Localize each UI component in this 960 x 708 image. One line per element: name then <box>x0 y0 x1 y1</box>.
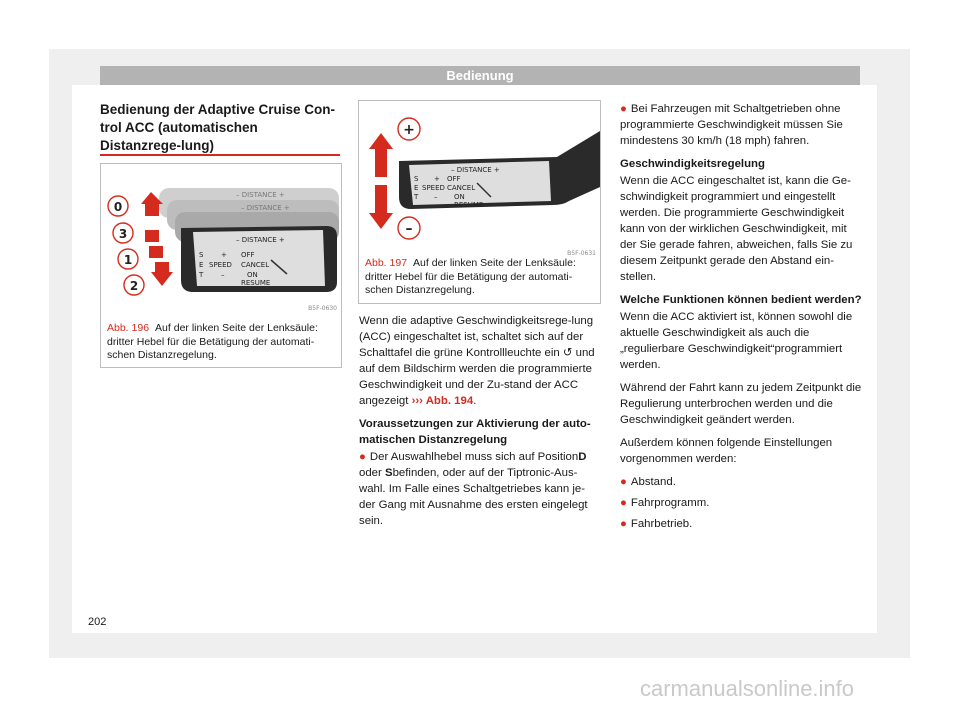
lever-text-on: ON <box>247 271 258 279</box>
right-column <box>620 101 862 532</box>
figure-link[interactable]: ››› Abb. 194 <box>411 395 474 407</box>
bullet-text: Der Auswahlhebel muss sich auf Position <box>369 451 579 463</box>
arrow-up-shaft <box>375 149 387 177</box>
lever-text-s: S <box>199 251 204 259</box>
list-item <box>620 474 862 490</box>
red-block-icon <box>149 246 163 258</box>
lever-text-plus: + <box>221 251 227 259</box>
lever-text-speed: SPEED <box>422 184 445 192</box>
bullet-text: Bei Fahrzeugen mit Schaltgetrieben ohne programmierte Geschwindigkeit müssen Sie mindestens 30 km/h (18 mph) fahren. <box>620 103 843 147</box>
subheading: Geschwindigkeitsregelung <box>620 158 765 170</box>
red-block-icon <box>145 230 159 242</box>
watermark: carmanualsonline.info <box>640 676 855 701</box>
position-s: S <box>384 467 393 479</box>
lever-text-cancel: CANCEL <box>447 184 476 192</box>
lever-text-ghost: – DISTANCE + <box>241 204 290 212</box>
list-item <box>620 516 862 532</box>
lever-text-off: OFF <box>447 175 461 183</box>
bullet-icon: ● <box>620 518 627 530</box>
lever-text-minus: – <box>434 193 438 201</box>
arrow-down-icon <box>369 213 393 229</box>
bullet-item <box>359 449 601 529</box>
figure-197 <box>358 100 601 304</box>
marker-3: 3 <box>118 227 128 241</box>
bullet-item <box>620 101 862 149</box>
list-item-text: Fahrbetrieb. <box>630 518 693 530</box>
lever-text-minus: – <box>221 271 225 279</box>
lever-text-on: ON <box>454 193 465 201</box>
paragraph: Während der Fahrt kann zu jedem Zeitpunkt die Regulierung unterbrochen werden und die Geschwindigkeit geändert werden. <box>620 382 862 426</box>
arrow-down-icon <box>151 272 173 286</box>
middle-column <box>359 313 601 529</box>
position-d: D <box>578 451 587 463</box>
lever-text-ghost: – DISTANCE + <box>236 191 285 199</box>
lever-text-t: T <box>414 193 419 201</box>
lever-text-distance: – DISTANCE + <box>451 166 500 174</box>
page-number: 202 <box>88 616 107 628</box>
figure-196-image <box>101 164 341 314</box>
bullet-icon: ● <box>359 451 366 463</box>
lever-text-e: E <box>414 184 419 192</box>
lever-text-speed: SPEED <box>209 261 232 269</box>
stalk-illustration-197 <box>359 101 600 261</box>
list-item-text: Abstand. <box>630 476 676 488</box>
figure-197-label: Abb. 197 <box>365 257 408 269</box>
list-item-text: Fahrprogramm. <box>630 497 710 509</box>
figure-197-caption <box>365 257 595 298</box>
figure-197-image <box>359 101 600 261</box>
cruise-control-icon: ↺ <box>562 347 573 359</box>
arrow-up-shaft <box>145 204 159 216</box>
lever-text-resume: RESUME <box>241 279 271 287</box>
lever-text-resume: RESUME <box>454 201 484 209</box>
title-rule <box>100 154 340 156</box>
bullet-icon: ● <box>620 476 627 488</box>
arrow-down-shaft <box>375 185 387 213</box>
arrow-down-shaft <box>155 262 169 272</box>
subheading: Welche Funktionen können bedient werden? <box>620 294 862 306</box>
paragraph: Wenn die ACC aktiviert ist, können sowohl die aktuelle Geschwindigkeit als auch die „regulierbare Geschwindigkeit“programmiert werden. <box>620 311 853 371</box>
figure-197-caption-text: Auf der linken Seite der Lenksäule: dritter Hebel für die Betätigung der automati-schen Distanzregelung. <box>365 257 576 296</box>
bullet-icon: ● <box>620 497 627 509</box>
arrow-up-icon <box>369 133 393 149</box>
subheading: Voraussetzungen zur Aktivierung der auto-matischen Distanzregelung <box>359 418 591 446</box>
bullet-icon: ● <box>620 103 627 115</box>
minus-sign: – <box>405 221 413 237</box>
paragraph-text: und auf dem Bildschirm werden die programmierte Geschwindigkeit und der Zu-stand der ACC angezeigt <box>359 347 595 407</box>
section-title: Bedienung der Adaptive Cruise Con-trol ACC (automatischen Distanzrege-lung) <box>100 102 336 153</box>
lever-text-cancel: CANCEL <box>241 261 270 269</box>
paragraph: Wenn die ACC eingeschaltet ist, kann die Ge-schwindigkeit programmiert und eingestellt werden. Die programmierte Geschwindigkeit kann von der wirklichen Geschwindigkeit, mit der Sie gerade fahren, abweichen, falls Sie zu diesem Zeitpunkt gerade den Abstand ein-stellen. <box>620 175 853 283</box>
figure-196 <box>100 163 342 368</box>
figure-196-caption-text: Auf der linken Seite der Lenksäule: dritter Hebel für die Betätigung der automati-schen Distanzregelung. <box>107 322 318 361</box>
marker-1: 1 <box>123 253 133 267</box>
figure-code: B5F-0630 <box>308 305 337 312</box>
paragraph <box>359 313 601 409</box>
list-item <box>620 495 862 511</box>
figure-code: B5F-0631 <box>567 250 596 257</box>
bullet-text: befinden, oder auf der Tiptronic-Aus-wahl. Im Falle eines Schaltgetriebes kann je-der Gang mit Ausnahme des ersten eingelegt sein. <box>359 467 588 527</box>
plus-sign: + <box>403 122 415 138</box>
stalk-illustration-196 <box>101 164 341 314</box>
lever-text-e: E <box>199 261 204 269</box>
paragraph-text: Wenn die adaptive Geschwindigkeitsrege-lung (ACC) eingeschaltet ist, schaltet sich auf der Schalttafel die grüne Kontrollleuchte ein <box>359 315 594 359</box>
marker-2: 2 <box>129 279 139 293</box>
paragraph-end: . <box>473 395 477 407</box>
lever-text-off: OFF <box>241 251 255 259</box>
marker-0: 0 <box>113 200 123 214</box>
figure-196-caption <box>107 322 335 363</box>
lever-text-distance: – DISTANCE + <box>236 236 285 244</box>
paragraph: Außerdem können folgende Einstellungen vorgenommen werden: <box>620 437 833 465</box>
figure-196-label: Abb. 196 <box>107 322 150 334</box>
lever-text-s: S <box>414 175 419 183</box>
lever-text-plus: + <box>434 175 440 183</box>
lever-text-t: T <box>199 271 204 279</box>
bullet-text: oder <box>359 467 382 479</box>
page-header: Bedienung <box>100 66 860 85</box>
